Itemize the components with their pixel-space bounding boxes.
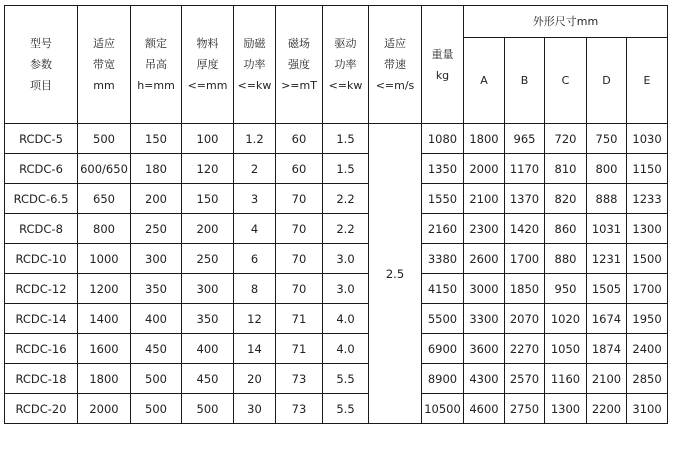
cell-drive: 4.0 [323,334,369,364]
cell-dim-c: 720 [545,124,587,154]
cell-dim-d: 2200 [587,394,627,424]
cell-drive: 2.2 [323,184,369,214]
cell-excitation: 8 [234,274,276,304]
cell-belt-width: 1200 [78,274,131,304]
cell-field: 71 [276,334,323,364]
cell-dim-e: 1300 [627,214,668,244]
header-row [5,6,668,38]
header-dimensions: 外形尺寸mm [464,6,668,38]
cell-field: 73 [276,364,323,394]
cell-dim-b: 2270 [505,334,545,364]
table-row [5,124,668,154]
cell-dim-a: 2000 [464,154,505,184]
cell-weight: 2160 [422,214,464,244]
header-material-thickness: 物料 厚度 <=mm [182,6,234,124]
cell-dim-e: 1500 [627,244,668,274]
cell-dim-e: 2850 [627,364,668,394]
header-belt-width: 适应 带宽 mm [78,6,131,124]
cell-weight: 1350 [422,154,464,184]
cell-belt-width: 2000 [78,394,131,424]
cell-dim-a: 4600 [464,394,505,424]
cell-dim-e: 1950 [627,304,668,334]
cell-weight: 4150 [422,274,464,304]
header-dim-b: B [505,38,545,124]
cell-lift-height: 500 [131,394,182,424]
cell-thickness: 400 [182,334,234,364]
cell-belt-width: 600/650 [78,154,131,184]
cell-model: RCDC-16 [5,334,78,364]
header-dim-a: A [464,38,505,124]
spec-table [4,5,668,424]
header-weight: 重量 kg [422,6,464,124]
cell-belt-speed: 2.5 [369,124,422,424]
cell-model: RCDC-12 [5,274,78,304]
cell-model: RCDC-6.5 [5,184,78,214]
cell-excitation: 30 [234,394,276,424]
cell-excitation: 4 [234,214,276,244]
cell-dim-a: 2600 [464,244,505,274]
cell-weight: 1080 [422,124,464,154]
cell-lift-height: 300 [131,244,182,274]
cell-dim-c: 810 [545,154,587,184]
cell-thickness: 250 [182,244,234,274]
cell-excitation: 2 [234,154,276,184]
cell-dim-d: 1674 [587,304,627,334]
cell-dim-e: 1030 [627,124,668,154]
cell-dim-c: 860 [545,214,587,244]
cell-dim-d: 1031 [587,214,627,244]
cell-thickness: 200 [182,214,234,244]
cell-field: 70 [276,274,323,304]
cell-dim-b: 1370 [505,184,545,214]
cell-excitation: 6 [234,244,276,274]
cell-weight: 10500 [422,394,464,424]
cell-excitation: 14 [234,334,276,364]
cell-lift-height: 180 [131,154,182,184]
cell-dim-b: 1850 [505,274,545,304]
cell-dim-a: 2100 [464,184,505,214]
cell-belt-width: 650 [78,184,131,214]
cell-dim-b: 1420 [505,214,545,244]
table-row [5,244,668,274]
cell-belt-width: 1000 [78,244,131,274]
cell-dim-c: 880 [545,244,587,274]
header-belt-speed: 适应 带速 <=m/s [369,6,422,124]
header-dim-e: E [627,38,668,124]
cell-dim-e: 1233 [627,184,668,214]
cell-field: 70 [276,244,323,274]
cell-dim-d: 750 [587,124,627,154]
cell-thickness: 150 [182,184,234,214]
cell-lift-height: 200 [131,184,182,214]
cell-dim-a: 2300 [464,214,505,244]
cell-lift-height: 350 [131,274,182,304]
cell-drive: 3.0 [323,244,369,274]
cell-dim-a: 3600 [464,334,505,364]
cell-drive: 5.5 [323,364,369,394]
table-row [5,334,668,364]
header-dim-d: D [587,38,627,124]
cell-dim-c: 1160 [545,364,587,394]
cell-excitation: 20 [234,364,276,394]
cell-lift-height: 250 [131,214,182,244]
cell-dim-a: 3000 [464,274,505,304]
cell-dim-b: 2070 [505,304,545,334]
cell-field: 71 [276,304,323,334]
cell-excitation: 3 [234,184,276,214]
table-row [5,184,668,214]
cell-thickness: 350 [182,304,234,334]
cell-excitation: 12 [234,304,276,334]
cell-dim-d: 1874 [587,334,627,364]
cell-field: 60 [276,154,323,184]
table-row [5,154,668,184]
cell-model: RCDC-14 [5,304,78,334]
cell-dim-c: 1300 [545,394,587,424]
cell-weight: 1550 [422,184,464,214]
cell-thickness: 300 [182,274,234,304]
cell-lift-height: 150 [131,124,182,154]
cell-dim-c: 950 [545,274,587,304]
cell-dim-a: 4300 [464,364,505,394]
cell-weight: 8900 [422,364,464,394]
cell-dim-c: 1050 [545,334,587,364]
cell-model: RCDC-18 [5,364,78,394]
cell-dim-c: 820 [545,184,587,214]
cell-belt-width: 1400 [78,304,131,334]
cell-dim-c: 1020 [545,304,587,334]
cell-model: RCDC-8 [5,214,78,244]
cell-dim-d: 800 [587,154,627,184]
cell-field: 60 [276,124,323,154]
cell-drive: 3.0 [323,274,369,304]
header-field-strength: 磁场 强度 >=mT [276,6,323,124]
cell-belt-width: 1800 [78,364,131,394]
cell-weight: 6900 [422,334,464,364]
header-lift-height: 额定 吊高 h=mm [131,6,182,124]
cell-drive: 5.5 [323,394,369,424]
cell-lift-height: 400 [131,304,182,334]
cell-dim-d: 1231 [587,244,627,274]
cell-dim-b: 1700 [505,244,545,274]
cell-dim-e: 2400 [627,334,668,364]
cell-weight: 5500 [422,304,464,334]
cell-dim-d: 888 [587,184,627,214]
table-row [5,304,668,334]
cell-dim-e: 1150 [627,154,668,184]
cell-model: RCDC-20 [5,394,78,424]
cell-thickness: 100 [182,124,234,154]
cell-dim-a: 3300 [464,304,505,334]
cell-lift-height: 450 [131,334,182,364]
header-excitation-power: 励磁 功率 <=kw [234,6,276,124]
cell-excitation: 1.2 [234,124,276,154]
header-dim-c: C [545,38,587,124]
cell-belt-width: 1600 [78,334,131,364]
cell-model: RCDC-6 [5,154,78,184]
cell-drive: 1.5 [323,124,369,154]
cell-field: 70 [276,184,323,214]
cell-lift-height: 500 [131,364,182,394]
cell-dim-b: 2750 [505,394,545,424]
cell-thickness: 450 [182,364,234,394]
cell-dim-d: 2100 [587,364,627,394]
table-row [5,274,668,304]
header-model: 型号 参数 项目 [5,6,78,124]
cell-dim-e: 3100 [627,394,668,424]
cell-thickness: 120 [182,154,234,184]
table-row [5,364,668,394]
cell-dim-d: 1505 [587,274,627,304]
cell-dim-b: 1170 [505,154,545,184]
cell-belt-width: 800 [78,214,131,244]
cell-model: RCDC-10 [5,244,78,274]
table-row [5,214,668,244]
cell-drive: 4.0 [323,304,369,334]
cell-dim-b: 965 [505,124,545,154]
header-drive-power: 驱动 功率 <=kw [323,6,369,124]
cell-weight: 3380 [422,244,464,274]
table-row [5,394,668,424]
cell-belt-width: 500 [78,124,131,154]
cell-drive: 2.2 [323,214,369,244]
cell-field: 73 [276,394,323,424]
cell-field: 70 [276,214,323,244]
cell-drive: 1.5 [323,154,369,184]
cell-thickness: 500 [182,394,234,424]
cell-dim-b: 2570 [505,364,545,394]
cell-dim-e: 1700 [627,274,668,304]
cell-dim-a: 1800 [464,124,505,154]
cell-model: RCDC-5 [5,124,78,154]
